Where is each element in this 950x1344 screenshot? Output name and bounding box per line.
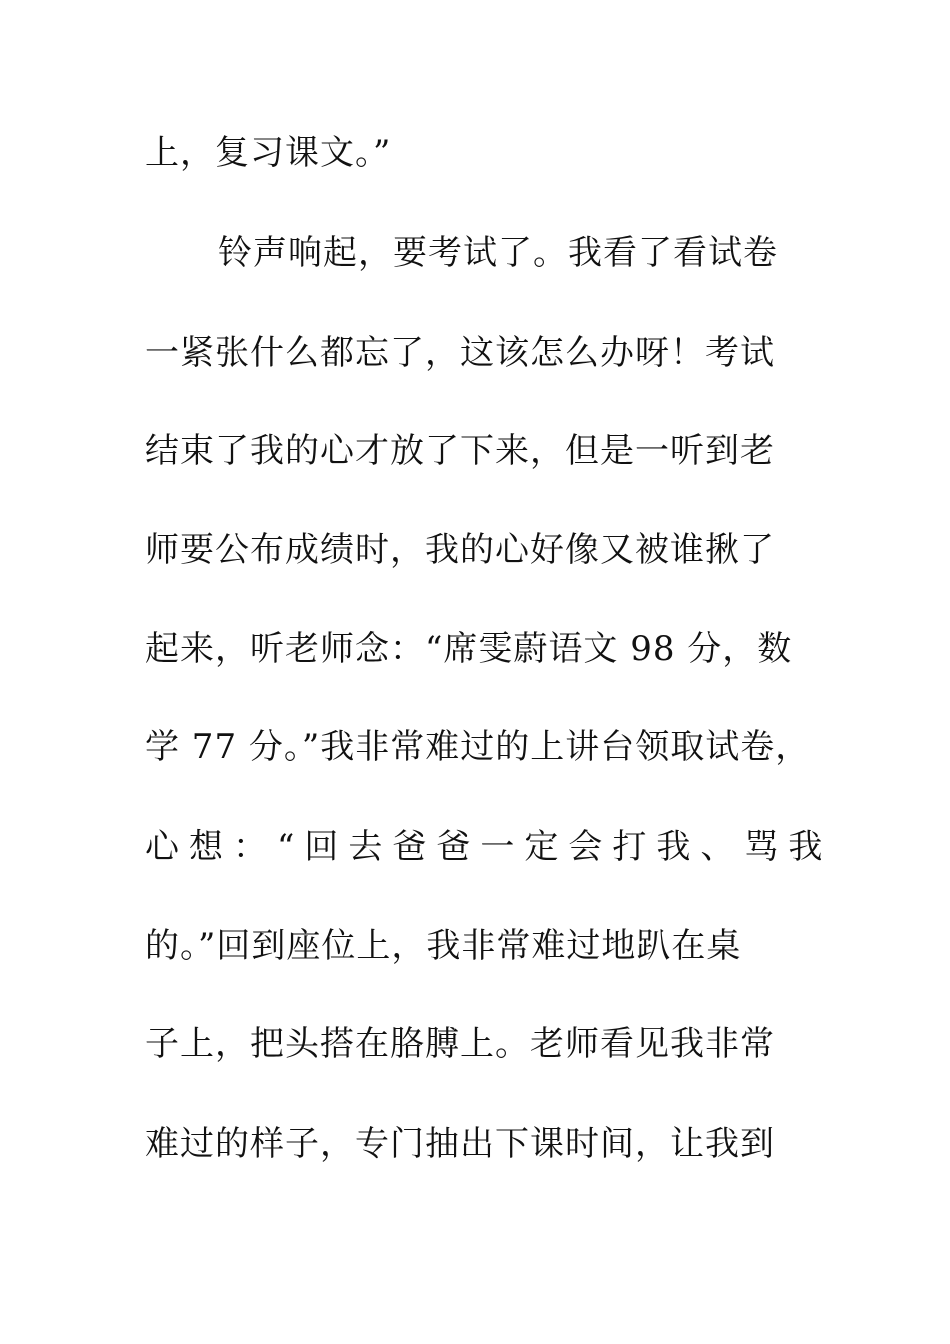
text-line: 起来，听老师念：“席雯蔚语文 98 分，数 — [145, 629, 793, 669]
text-line: 心想：“回去爸爸一定会打我、骂我 — [145, 827, 833, 867]
text-line: 结束了我的心才放了下来，但是一听到老 — [145, 431, 775, 471]
text-line: 学 77 分。”我非常难过的上讲台领取试卷， — [145, 727, 811, 767]
text-line: 子上，把头搭在胳膊上。老师看见我非常 — [145, 1024, 775, 1064]
text-line: 一紧张什么都忘了，这该怎么办呀！考试 — [145, 333, 775, 373]
text-line: 上，复习课文。” — [145, 133, 392, 173]
text-line: 难过的样子，专门抽出下课时间，让我到 — [145, 1124, 775, 1164]
paragraph-start-line: 铃声响起，要考试了。我看了看试卷 — [218, 233, 778, 273]
text-line: 的。”回到座位上，我非常难过地趴在桌 — [145, 926, 742, 966]
text-line: 师要公布成绩时，我的心好像又被谁揪了 — [145, 530, 775, 570]
